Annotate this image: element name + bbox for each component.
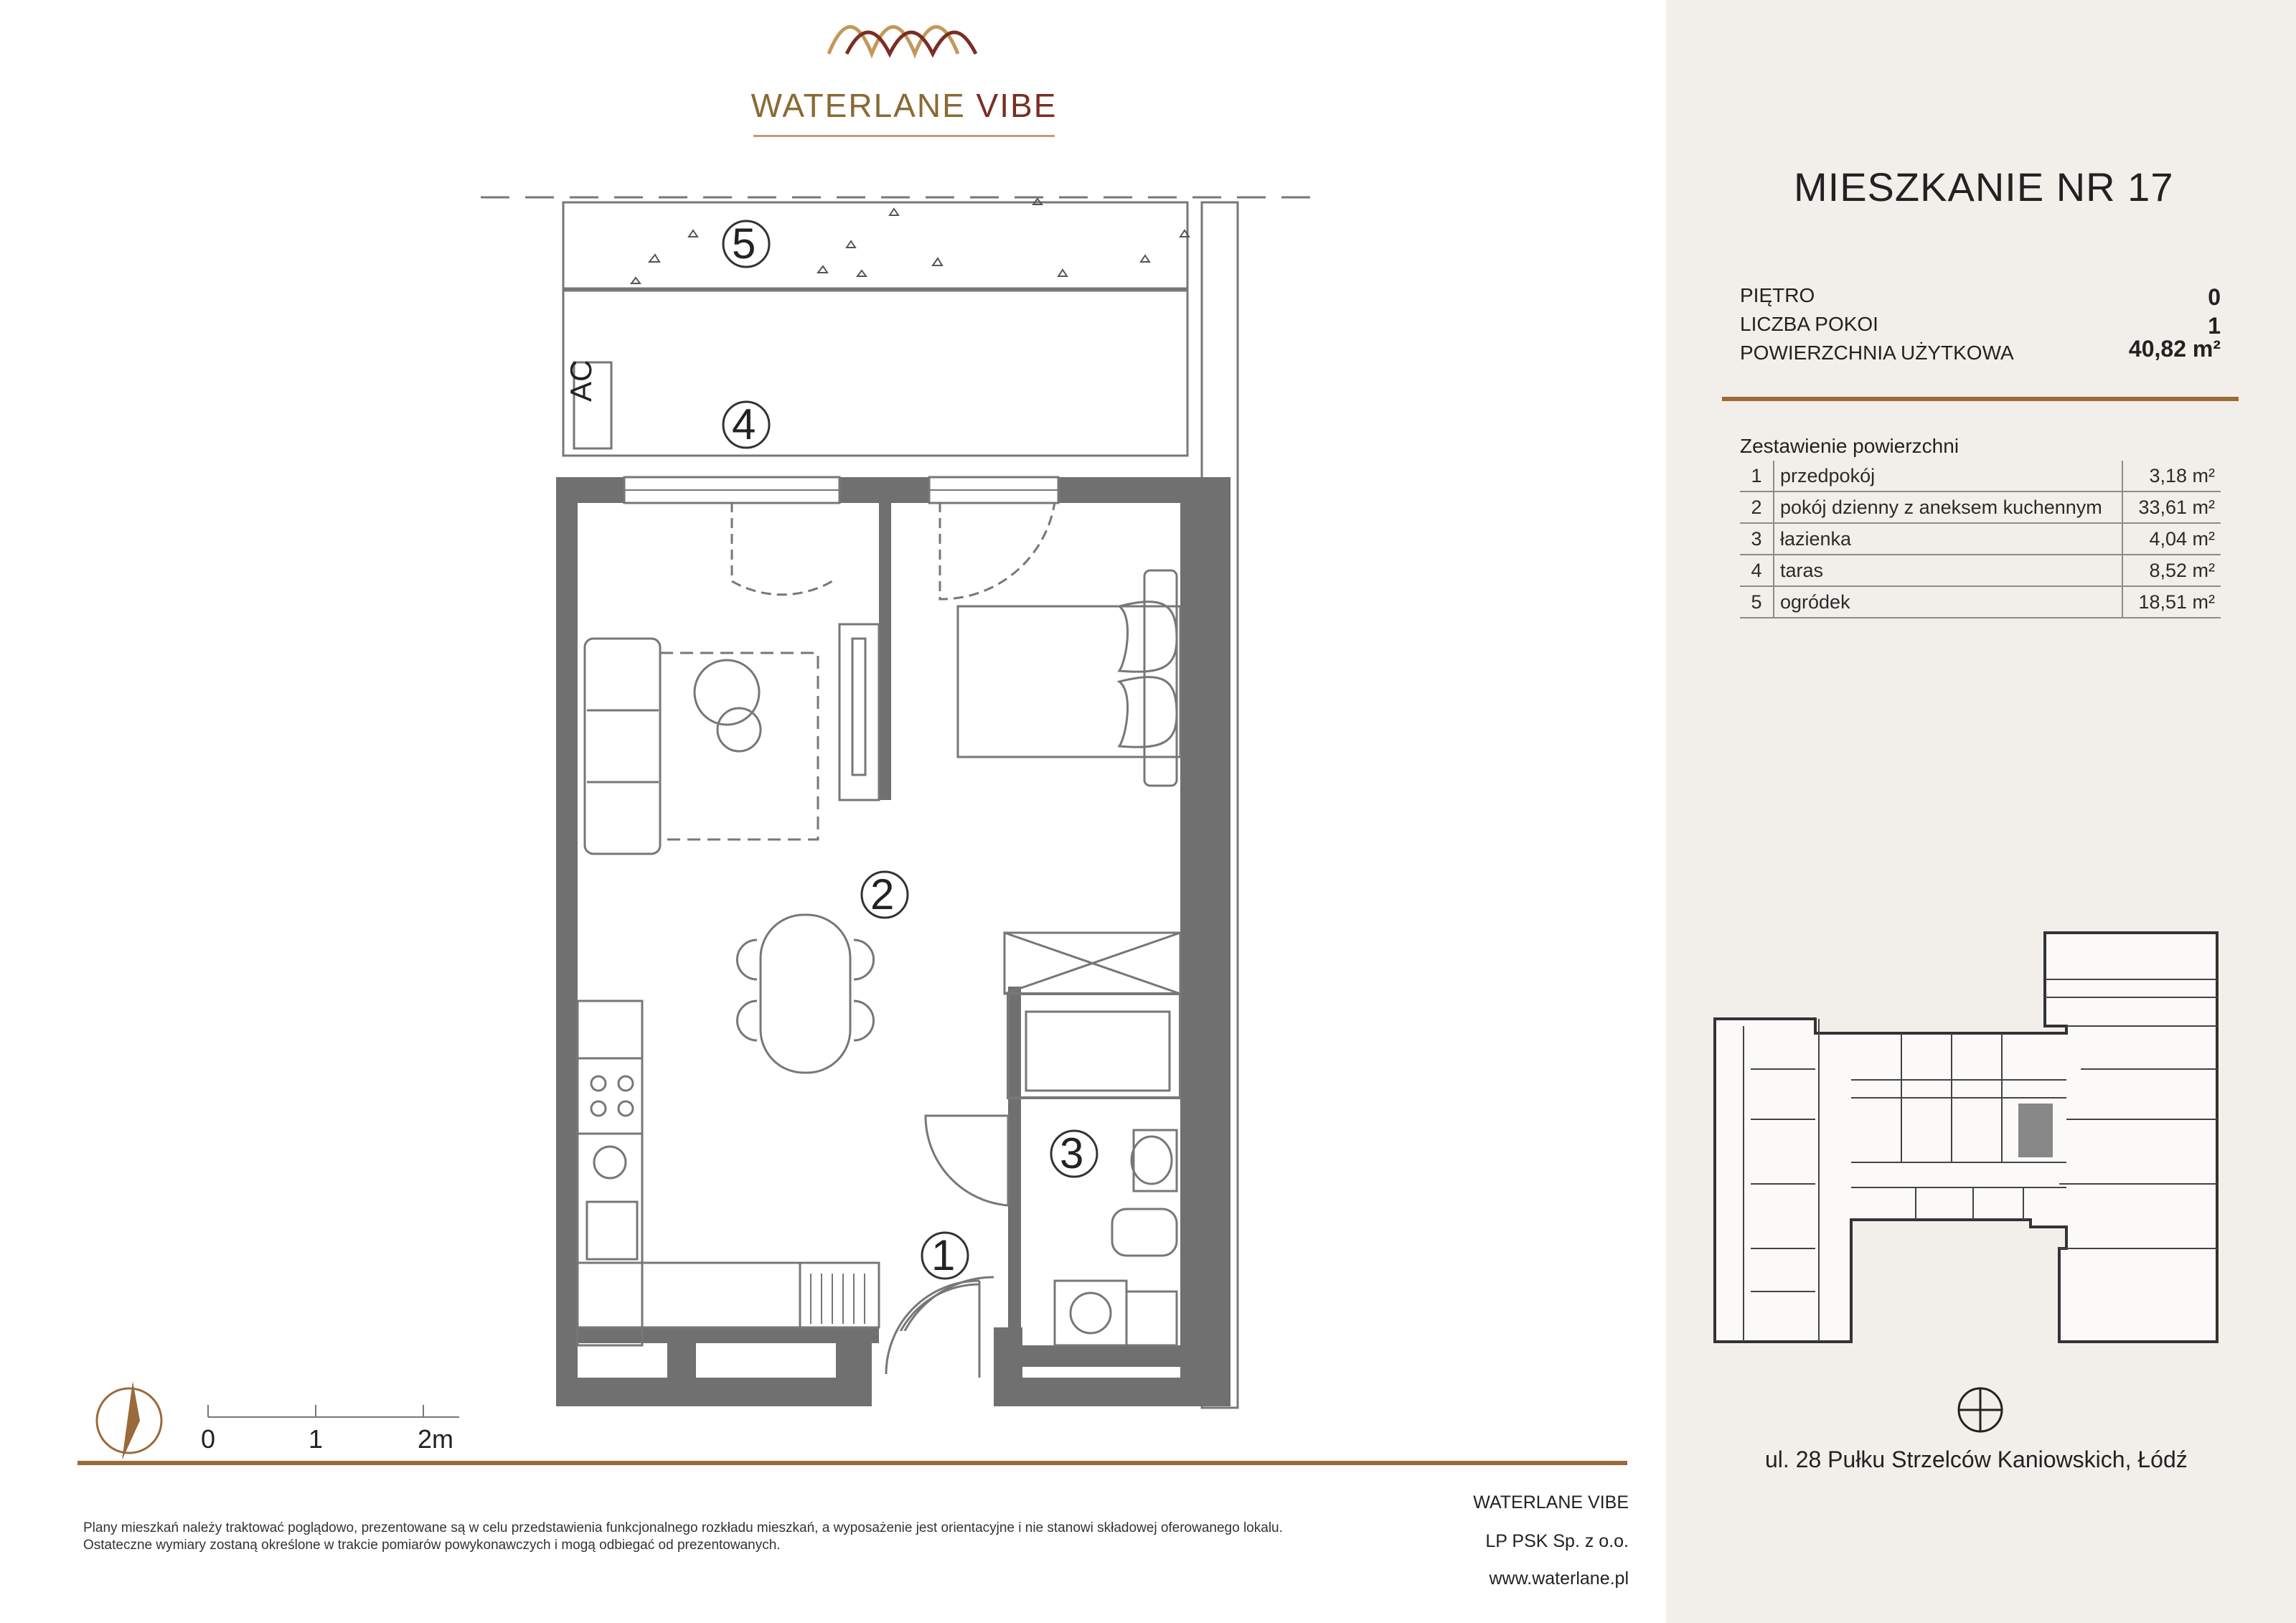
row-name: taras	[1774, 555, 2122, 586]
table-row	[1740, 523, 2221, 555]
row-name: ogródek	[1774, 586, 2122, 618]
row-area: 4,04 m²	[2122, 523, 2221, 555]
row-number: 3	[1740, 523, 1774, 555]
company-name: WATERLANE VIBE	[1473, 1492, 1629, 1513]
bed	[958, 570, 1180, 786]
row-area: 8,52 m²	[2122, 555, 2221, 586]
row-number: 2	[1740, 491, 1774, 523]
areas-table-title: Zestawienie powierzchni	[1740, 435, 1959, 457]
sofa	[585, 639, 818, 854]
brand-word-waterlane: WATERLANE	[751, 87, 966, 124]
area-value: 40,82 m²	[2128, 336, 2221, 362]
row-name: łazienka	[1774, 523, 2122, 555]
room-number-1: 1	[931, 1231, 956, 1279]
area-label: POWIERZCHNIA UŻYTKOWA	[1740, 342, 2014, 364]
rooms-label: LICZBA POKOI	[1740, 313, 1878, 335]
scale-bar	[208, 1405, 459, 1417]
row-name: przedpokój	[1774, 461, 2122, 491]
highlighted-apartment	[2018, 1104, 2053, 1157]
company-legal: LP PSK Sp. z o.o.	[1485, 1531, 1629, 1551]
scale-label-1: 1	[309, 1424, 324, 1454]
room-number-4: 4	[732, 400, 756, 448]
divider	[1722, 397, 2239, 401]
rooms-value: 1	[2208, 313, 2221, 339]
room-number-3: 3	[1060, 1129, 1084, 1177]
dining-table	[737, 915, 873, 1073]
row-number: 1	[1740, 461, 1774, 491]
brand-word-vibe: VIBE	[976, 87, 1058, 124]
row-number: 5	[1740, 586, 1774, 618]
row-area: 3,18 m²	[2122, 461, 2221, 491]
ac-label: AC	[564, 359, 598, 402]
table-row	[1740, 491, 2221, 523]
disclaimer-line-1: Plany mieszkań należy traktować poglądowo, prezentowane są w celu przedstawienia funkcjonalnego rozkładu mieszkań, a wyposażenie jest orientacyjne i nie stanowi składowej oferowanego lokalu.	[83, 1520, 1283, 1535]
scale-label-0: 0	[201, 1424, 216, 1454]
floor-value: 0	[2208, 284, 2221, 310]
company-website[interactable]: www.waterlane.pl	[1489, 1568, 1629, 1589]
north-arrow-icon	[97, 1381, 161, 1460]
apartment-title: MIESZKANIE NR 17	[1794, 164, 2174, 210]
kitchen	[578, 1001, 879, 1345]
bathroom	[890, 933, 1180, 1378]
row-area: 18,51 m²	[2122, 586, 2221, 618]
areas-table	[1740, 461, 2221, 618]
compass-icon	[1955, 1385, 2005, 1435]
table-row	[1740, 555, 2221, 586]
table-row	[1740, 586, 2221, 618]
table-row	[1740, 461, 2221, 491]
address: ul. 28 Pułku Strzelców Kaniowskich, Łódź	[1765, 1446, 2188, 1472]
row-number: 4	[1740, 555, 1774, 586]
row-name: pokój dzienny z aneksem kuchennym	[1774, 491, 2122, 523]
floor-label: PIĘTRO	[1740, 284, 1815, 306]
disclaimer	[83, 1520, 1446, 1554]
bottom-divider	[77, 1461, 1627, 1465]
room-number-2: 2	[870, 870, 895, 918]
room-number-5: 5	[732, 220, 756, 268]
building-key-plan	[1708, 926, 2224, 1442]
disclaimer-line-2: Ostateczne wymiary zostaną określone w trakcie pomiarów powykonawczych i mogą odbiegać od prezentowanych.	[83, 1538, 781, 1553]
row-area: 33,61 m²	[2122, 491, 2221, 523]
scale-label-2m: 2m	[418, 1424, 454, 1454]
